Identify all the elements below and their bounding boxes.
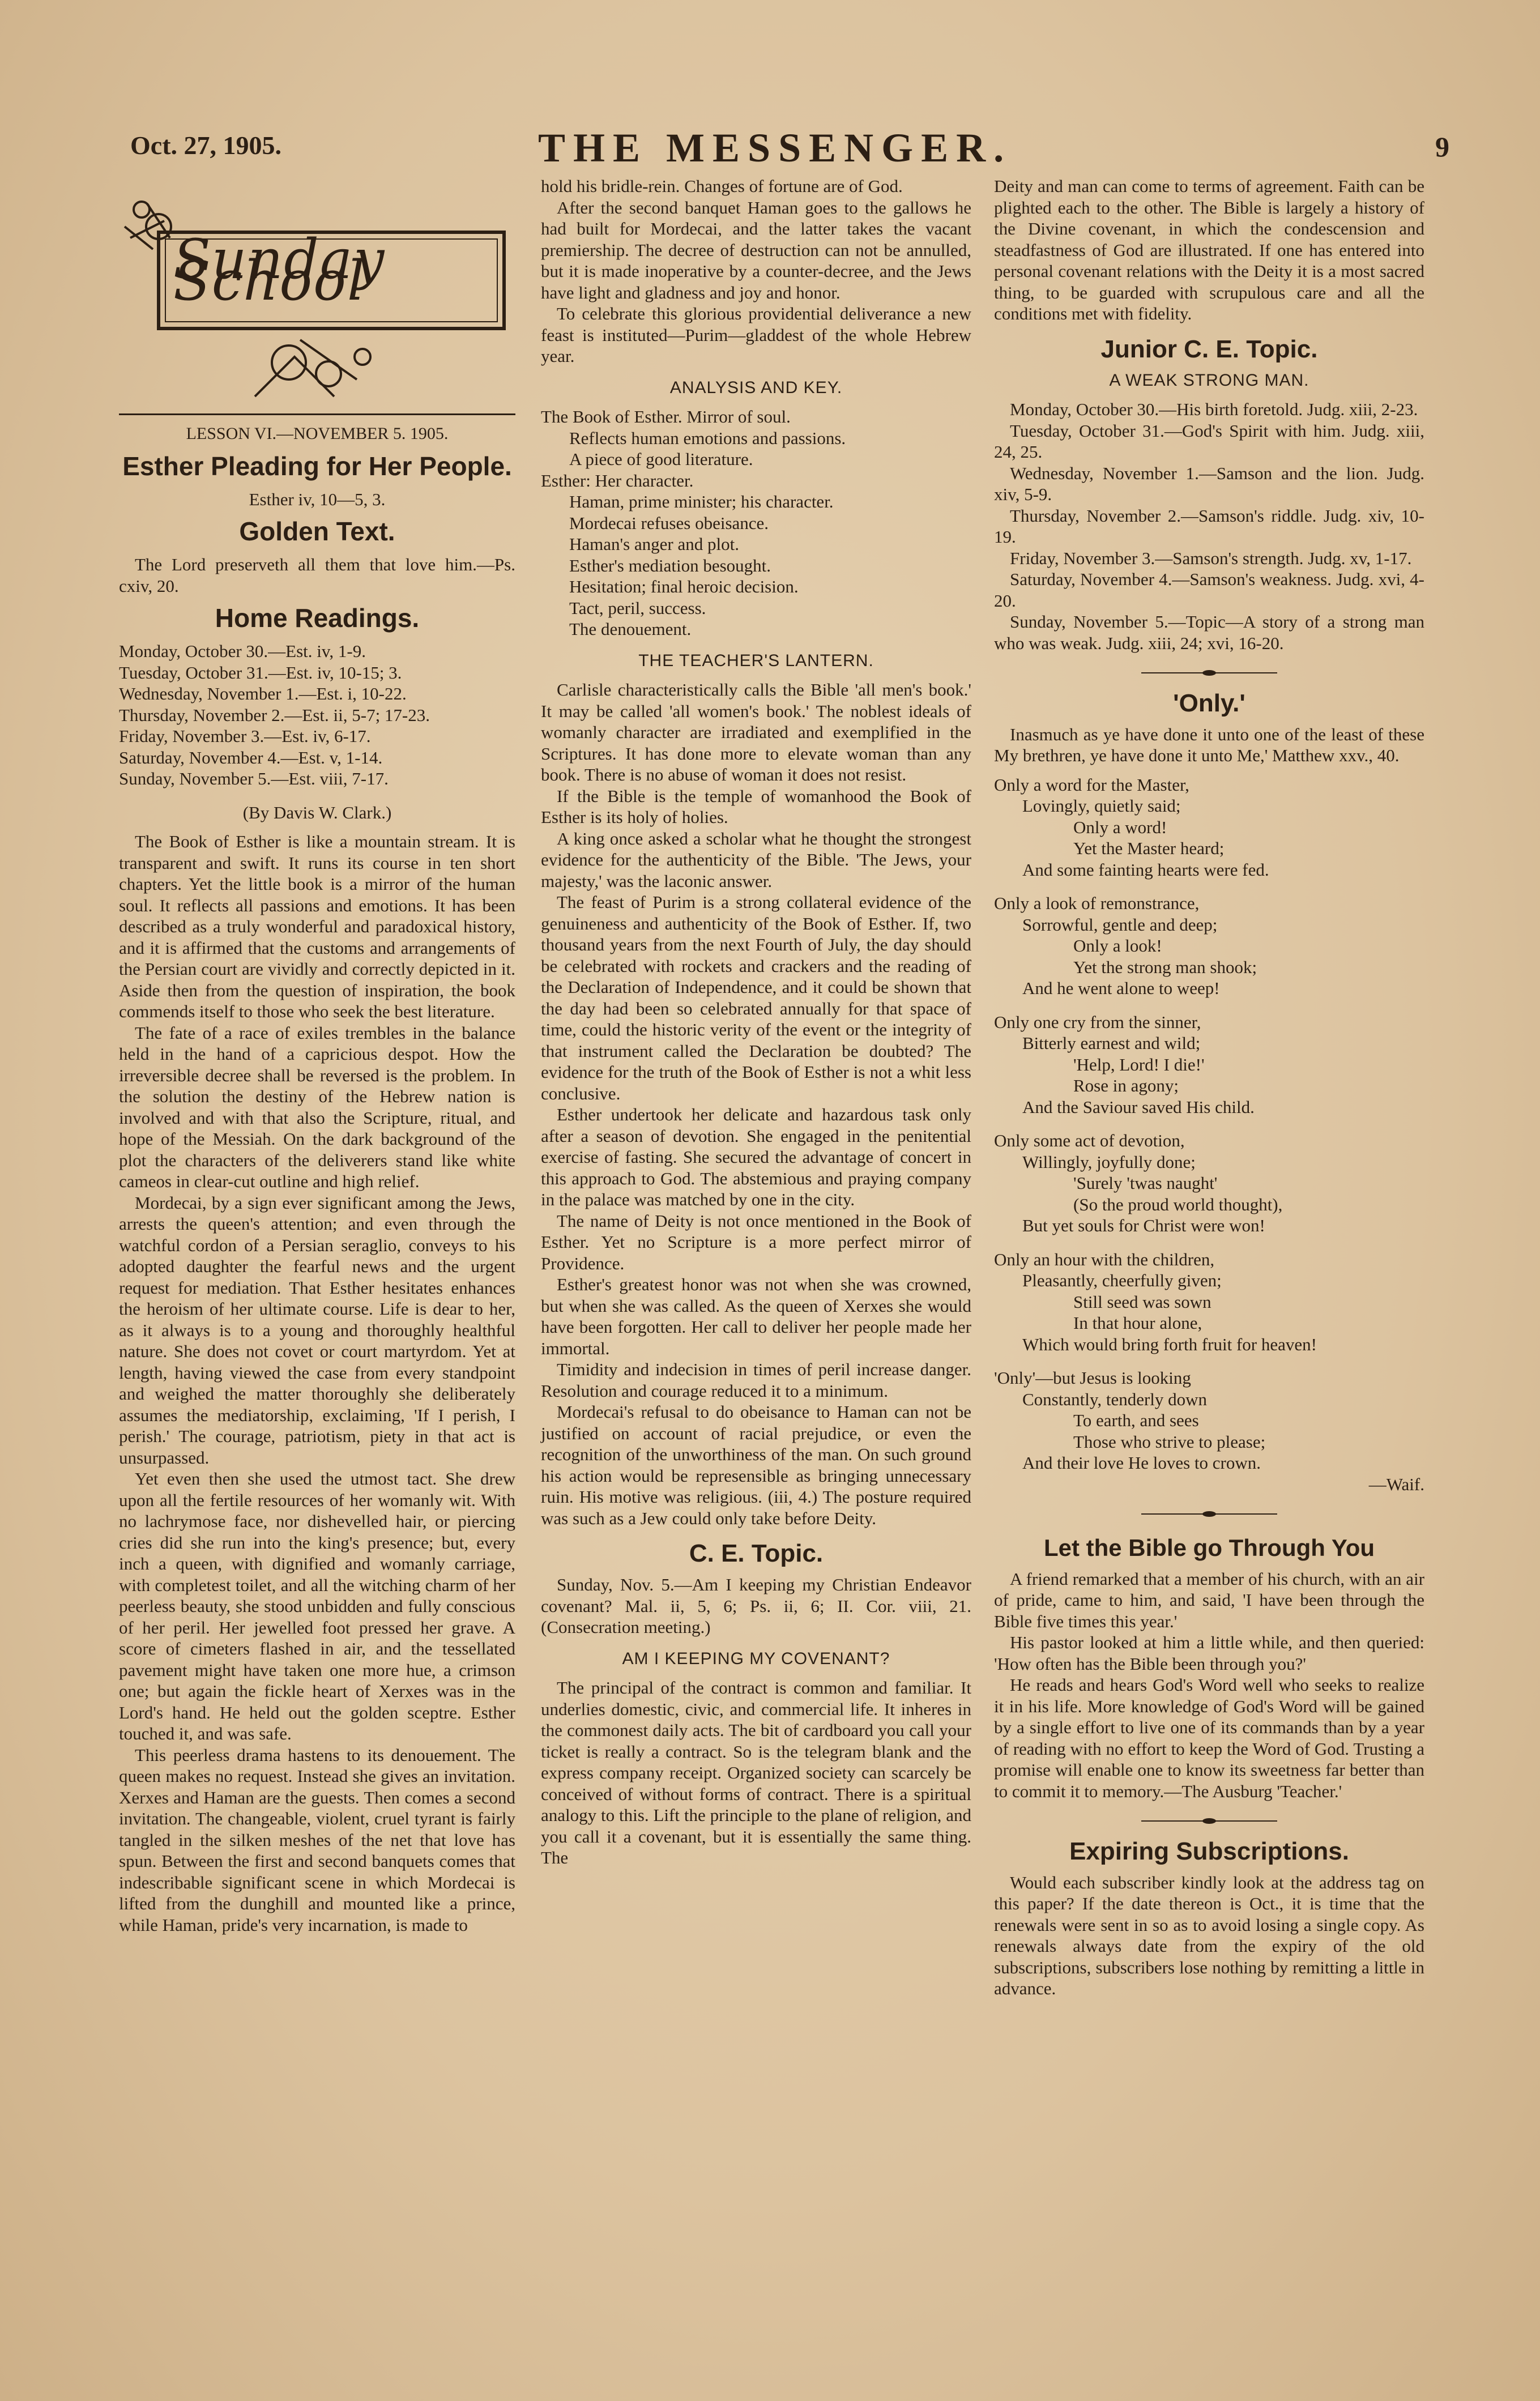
article-paragraph: After the second banquet Haman goes to the gallows he had built for Mordecai, and the latter takes the vacant premiership. The decree of destruction can not be annulled, but it is made inoperative by a counter-decree, and the Jews have light and gladness and joy and honor. <box>541 197 971 302</box>
article-paragraph: hold his bridle-rein. Changes of fortune are of God. <box>541 176 903 196</box>
article-paragraph: Carlisle characteristically calls the Bible 'all men's book.' It may be called 'all women's book.' The noblest ideals of womanly character are irradiated and exemplified in the Scriptures. It has done more to elevate woman than any book. There is no abuse of woman it does not resist. <box>541 680 971 784</box>
lantern-heading: THE TEACHER'S LANTERN. <box>638 651 874 670</box>
article-paragraph: He reads and hears God's Word well who seeks to realize it in his life. More knowledge of God's Word will be gained by a single effort to live one of its commands than by a year of reading with no effort to keep the Word of God. Trusting a promise will enable one to know its sweetness far better than to commit it to memory.—The Ausburg 'Teacher.' <box>994 1675 1424 1801</box>
ce-topic-text: Sunday, Nov. 5.—Am I keeping my Christian Endeavor covenant? Mal. ii, 5, 6; Ps. ii, 6; II. Cor. viii, 21. (Consecration meeting.) <box>541 1575 971 1637</box>
analysis-item: Hesitation; final heroic decision. <box>569 577 799 596</box>
poem-line: Willingly, joyfully done; <box>1022 1152 1196 1172</box>
poem-line: Still seed was sown <box>1073 1291 1211 1312</box>
reading-item: Sunday, November 5.—Est. viii, 7-17. <box>119 769 389 788</box>
poem-line: Yet the Master heard; <box>1073 838 1225 858</box>
lesson-title: Esther Pleading for Her People. <box>122 451 512 481</box>
article-paragraph: Mordecai, by a sign ever significant among the Jews, arrests the queen's attention; and even through the watchful cordon of a Persian seraglio, conveys to his adopted daughter the fearful news and the urgent request for mediation. That Esther hesitates enhances the heroism of her ultimate course. Life is dear to her, as it always is to a young and thoroughly healthful nature. She does not covet or court martyrdom. Yet at length, having viewed the case from every standpoint and weighed the matter thoroughly she deliberately assumes the mediatorship, exclaiming, 'If I perish, I perish.' The courage, patriotism, piety in that act is unsurpassed. <box>119 1192 515 1468</box>
poem-line: 'Surely 'twas naught' <box>1073 1173 1218 1193</box>
poem-line: Which would bring forth fruit for heaven! <box>1022 1334 1317 1354</box>
analysis-item: Haman's anger and plot. <box>569 534 739 554</box>
article-paragraph: Timidity and indecision in times of peril increase danger. Resolution and courage reduced it to a minimum. <box>541 1359 971 1401</box>
analysis-item: The denouement. <box>569 619 692 639</box>
column-2 <box>541 176 971 1869</box>
article-paragraph: The Book of Esther is like a mountain stream. It is transparent and swift. It runs its course in ten short chapters. Yet the little book is a mirror of the human soul. It reflects all passions and emotions. It has been described as a truly wonderful and paradoxical history, and it is affirmed that the customs and arrangements of the Persian court are vividly and correctly depicted in it. Aside then from the question of inspiration, the book commends itself to those who seek the best literature. <box>119 831 515 1021</box>
analysis-item: Mordecai refuses obeisance. <box>569 513 769 533</box>
junior-item: Monday, October 30.—His birth foretold. Judg. xiii, 2-23. <box>1010 399 1418 419</box>
junior-item: Sunday, November 5.—Topic—A story of a strong man who was weak. Judg. xiii, 24; xvi, 16-20. <box>994 612 1424 653</box>
section-divider <box>994 1809 1424 1830</box>
golden-text-heading: Golden Text. <box>239 517 395 546</box>
byline: (By Davis W. Clark.) <box>242 802 392 822</box>
article-paragraph: This peerless drama hastens to its denouement. The queen makes no request. Instead she gives an invitation. Xerxes and Haman are the guests. Then comes a second invitation. The changeable, violent, cruel tyrant is fairly tangled in the silken meshes of the net that love has spun. Between the first and second banquets comes that indescribable significant scene in which Mordecai is lifted from the dunghill and mounted like a prince, while Haman, pride's very incarnation, is made to <box>119 1745 515 1935</box>
junior-ce-heading: Junior C. E. Topic. <box>1100 335 1318 363</box>
column-1 <box>119 193 515 1935</box>
poem-line: (So the proud world thought), <box>1073 1194 1283 1214</box>
poem-line: Lovingly, quietly said; <box>1022 796 1181 816</box>
poem-line: Only a word for the Master, <box>994 774 1189 795</box>
expiring-heading: Expiring Subscriptions. <box>1069 1837 1349 1865</box>
junior-item: Thursday, November 2.—Samson's riddle. Judg. xiv, 10-19. <box>994 505 1424 547</box>
analysis-item: Esther: Her character. <box>541 470 694 491</box>
junior-item: Friday, November 3.—Samson's strength. Judg. xv, 1-17. <box>1010 548 1412 568</box>
poem-line: And some fainting hearts were fed. <box>1022 859 1269 880</box>
analysis-item: The Book of Esther. Mirror of soul. <box>541 407 791 427</box>
article-paragraph: The feast of Purim is a strong collateral evidence of the genuineness and authenticity of the Book of Esther. If, two thousand years from the next Fourth of July, the day should be celebrated with rockets and crackers and the reading of the Declaration of Independence, and it could be shown that the day had been so celebrated annually for that space of time, could the historic verity of the event or the integrity of that instrument called the Declaration be doubted? The evidence for the truth of the Book of Esther is not a whit less conclusive. <box>541 892 971 1103</box>
article-paragraph: Deity and man can come to terms of agreement. Faith can be plighted each to the other. The Bible is largely a history of the Divine covenant, in which the condescension and steadfastness of God are illustrated. If one has entered into personal covenant relations with the Deity it is a most sacred thing, to be guarded with scrupulous care and all the conditions met with fidelity. <box>994 176 1424 323</box>
article-paragraph: Yet even then she used the utmost tact. She drew upon all the fertile resources of her womanly wit. With no lachrymose face, nor dishevelled hair, or piercing cries did she run into the king's presence; but, every inch a queen, with dignified and womanly carriage, with completest toilet, and all the witching charm of her peerless beauty, she stood unbidden and fully conscious of her peril. Her jewelled foot pressed her grave. A score of cimeters flashed in air, and the tessellated pavement might have taken one more hue, a crimson one; but again the fickle heart of Xerxes was in the Lord's hand. He held out the golden sceptre. Esther touched it, and was safe. <box>119 1469 515 1743</box>
article-paragraph: To celebrate this glorious providential deliverance a new feast is instituted—Purim—gladdest of the whole Hebrew year. <box>541 304 971 366</box>
poem-line: 'Help, Lord! I die!' <box>1073 1054 1205 1074</box>
poem-credit: —Waif. <box>1368 1474 1424 1494</box>
analysis-item: Haman, prime minister; his character. <box>569 492 834 511</box>
article-paragraph: If the Bible is the temple of womanhood the Book of Esther is its holy of holies. <box>541 786 971 827</box>
home-readings-heading: Home Readings. <box>215 603 420 633</box>
analysis-list <box>541 406 971 640</box>
article-paragraph: His pastor looked at him a little while, and then queried: 'How often has the Bible been through you?' <box>994 1632 1424 1674</box>
only-epigraph: Inasmuch as ye have done it unto one of the least of these My brethren, ye have done it unto Me,' Matthew xxv., 40. <box>994 724 1424 765</box>
page-number: 9 <box>1435 131 1449 163</box>
poem-line: Yet the strong man shook; <box>1073 957 1257 977</box>
reading-item: Friday, November 3.—Est. iv, 6-17. <box>119 726 371 746</box>
poem-line: Sorrowful, gentle and deep; <box>1022 914 1218 935</box>
ce-topic-heading: C. E. Topic. <box>689 1539 824 1567</box>
lesson-label: LESSON VI.—NOVEMBER 5. 1905. <box>186 424 449 443</box>
newspaper-title: THE MESSENGER. <box>538 125 1012 170</box>
poem-line: And their love He loves to crown. <box>1022 1453 1261 1473</box>
issue-date: Oct. 27, 1905. <box>130 131 282 160</box>
covenant-heading: AM I KEEPING MY COVENANT? <box>622 1649 890 1668</box>
junior-item: Saturday, November 4.—Samson's weakness. Judg. xvi, 4-20. <box>994 569 1424 611</box>
poem-line: Only an hour with the children, <box>994 1249 1215 1269</box>
poem <box>994 774 1424 1495</box>
poem-line: Bitterly earnest and wild; <box>1022 1033 1201 1053</box>
golden-text: The Lord preserveth all them that love him.—Ps. cxiv, 20. <box>119 555 515 596</box>
article-paragraph: Esther undertook her delicate and hazardous task only after a season of devotion. She engaged in the penitential exercise of fasting. She secured the advantage of concert in this approach to God. The abstemious and praying company in the palace was matched by one in the city. <box>541 1104 971 1209</box>
masthead <box>130 125 1449 176</box>
reading-item: Wednesday, November 1.—Est. i, 10-22. <box>119 684 407 703</box>
analysis-item: Tact, peril, success. <box>569 598 706 618</box>
article-paragraph: A friend remarked that a member of his church, with an air of pride, came to him, and said, 'I have been through the Bible five times this year.' <box>994 1568 1424 1631</box>
reading-item: Monday, October 30.—Est. iv, 1-9. <box>119 641 366 661</box>
poem-line: But yet souls for Christ were won! <box>1022 1216 1265 1235</box>
article-paragraph: The principal of the contract is common and familiar. It underlies domestic, civic, and commercial life. It inheres in the commonest daily acts. The bit of cardboard you call your ticket is really a contract. So is the telegram blank and the express company receipt. Organized society can scarcely be conceived of without forms of contract. There is a spiritual analogy to this. Lift the principle to the plane of religion, and you call it a covenant, but it is essentially the same thing. The <box>541 1678 971 1867</box>
poem-line: Only some act of devotion, <box>994 1131 1185 1150</box>
poem-line: In that hour alone, <box>1073 1313 1202 1333</box>
analysis-item: A piece of good literature. <box>569 449 753 469</box>
sunday-school-logo <box>119 193 515 415</box>
poem-line: Only a word! <box>1073 817 1167 837</box>
poem-line: Rose in agony; <box>1073 1076 1179 1095</box>
article-paragraph: A king once asked a scholar what he thought the strongest evidence for the authenticity of the Bible. 'The Jews, your majesty,' was the laconic answer. <box>541 828 971 891</box>
junior-item: Tuesday, October 31.—God's Spirit with him. Judg. xiii, 24, 25. <box>994 420 1424 462</box>
bible-heading: Let the Bible go Through You <box>1043 1534 1375 1561</box>
poem-line: Only a look! <box>1073 936 1162 956</box>
article-paragraph: The name of Deity is not once mentioned in the Book of Esther. Yet no Scripture is a more perfect mirror of Providence. <box>541 1210 971 1273</box>
poem-line: To earth, and sees <box>1073 1410 1199 1430</box>
poem-line: Only a look of remonstrance, <box>994 893 1200 913</box>
poem-line: And he went alone to weep! <box>1022 978 1220 998</box>
section-divider <box>994 1502 1424 1523</box>
analysis-item: Reflects human emotions and passions. <box>569 428 846 448</box>
poem-line: 'Only'—but Jesus is looking <box>994 1368 1191 1388</box>
poem-line: And the Saviour saved His child. <box>1022 1097 1255 1117</box>
poem-line: Pleasantly, cheerfully given; <box>1022 1270 1222 1290</box>
analysis-heading: ANALYSIS AND KEY. <box>669 378 843 397</box>
section-divider <box>994 660 1424 682</box>
logo-text: Sunday School <box>173 228 386 313</box>
poem-line: Constantly, tenderly down <box>1022 1389 1208 1409</box>
column-3 <box>994 176 1424 1999</box>
poem-line: Those who strive to please; <box>1073 1431 1266 1452</box>
poem-line: Only one cry from the sinner, <box>994 1012 1201 1032</box>
reading-item: Thursday, November 2.—Est. ii, 5-7; 17-23. <box>119 705 430 725</box>
analysis-item: Esther's mediation besought. <box>569 555 771 575</box>
article-paragraph: Would each subscriber kindly look at the address tag on this paper? If the date thereon is Oct., it is time that the renewals were sent in so as to avoid losing a single copy. As renewals always date from the expiry of the old subscriptions, subscribers lose nothing by remitting a little in advance. <box>994 1872 1424 1998</box>
article-paragraph: Esther's greatest honor was not when she was crowned, but when she was called. As the queen of Xerxes she would have been forgotten. Her call to deliver her people made her immortal. <box>541 1274 971 1358</box>
only-heading: 'Only.' <box>1173 689 1245 717</box>
junior-item: Wednesday, November 1.—Samson and the lion. Judg. xiv, 5-9. <box>994 463 1424 504</box>
junior-ce-subheading: A WEAK STRONG MAN. <box>1109 370 1309 390</box>
reading-item: Saturday, November 4.—Est. v, 1-14. <box>119 747 383 767</box>
article-paragraph: The fate of a race of exiles trembles in the balance held in the hand of a capricious despot. How the irreversible decree shall be reversed is the problem. In the solution the destiny of the Hebrew nation is involved and with that also the Scripture, ritual, and hope of the Messiah. On the dark background of the plot the characters of the deliverers stand like white cameos in clear-cut outline and high relief. <box>119 1022 515 1191</box>
home-readings-list <box>119 641 515 790</box>
reading-item: Tuesday, October 31.—Est. iv, 10-15; 3. <box>119 662 402 683</box>
article-paragraph: Mordecai's refusal to do obeisance to Haman can not be justified on account of racial prejudice, or even the recognition of the unworthiness of the man. On such ground his action would be represensible as bringing unnecessary ruin. His motive was religious. (iii, 4.) The posture required was such as a Jew could only take before Deity. <box>541 1402 971 1528</box>
lesson-reference: Esther iv, 10—5, 3. <box>249 489 386 509</box>
